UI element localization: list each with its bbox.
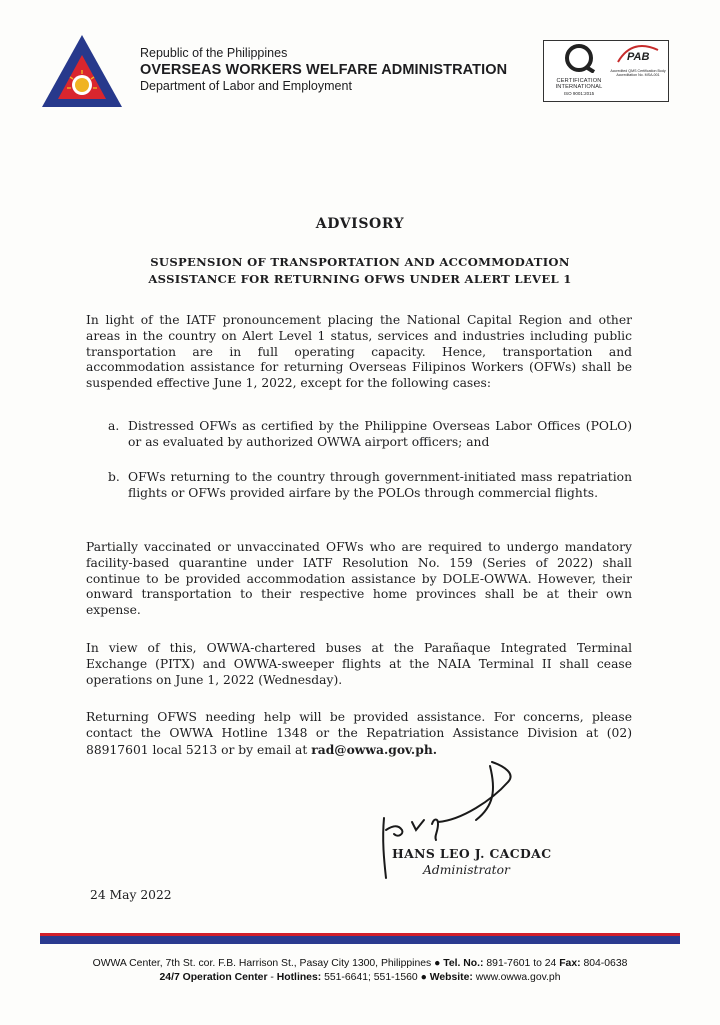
list-item-text: Distressed OFWs as certified by the Philippine Overseas Labor Offices (POLO) or as evaluated by authorized OWWA airport officers; and [128,419,632,449]
footer-tel-label: Tel. No.: [443,958,484,969]
contact-text: Returning OFWS needing help will be provided assistance. For concerns, please contact the OWWA Hotline 1348 or the Repatriation Assistance Division at (02) 88917601 local 5213 or by email at [86,710,632,757]
agency-name: OVERSEAS WORKERS WELFARE ADMINISTRATION [140,62,508,78]
quarantine-paragraph: Partially vaccinated or unvaccinated OFWs who are required to undergo mandatory facility-based quarantine under IATF Resolution No. 159 (Series of 2022) shall continue to be provided accommodation assistance by DOLE-OWWA. However, their onward transportation to their respective home provinces shall be at their own expense. [86,540,632,618]
list-marker: b. [108,470,120,484]
bullet-icon: ● [420,972,427,983]
republic-label: Republic of the Philippines [140,46,288,60]
footer-tel: 891-7601 to 24 [486,958,557,969]
document-date: 24 May 2022 [90,888,172,902]
advisory-subtitle [100,254,620,288]
owwa-logo [40,33,124,109]
footer-hotlines-label: Hotlines: [276,972,322,983]
footer-address-line [0,958,720,969]
signatory-name: HANS LEO J. CACDAC [392,846,552,861]
footer-ops-label: 24/7 Operation Center [159,972,268,983]
list-item-text: OFWs returning to the country through government-initiated mass repatriation flights or OFWs provided airfare by the POLOs through commercial flights. [128,470,632,500]
pab-mark-icon [614,44,662,64]
list-item [108,470,632,502]
operations-paragraph: In view of this, OWWA-chartered buses at the Parañaque Integrated Terminal Exchange (PITX) and OWWA-sweeper flights at the NAIA Terminal II shall cease operations on June 1, 2022 (Wednesday). [86,641,632,687]
pab-logo [610,44,666,77]
list-item [108,419,632,451]
footer-blue-stripe [40,936,680,944]
footer-fax-label: Fax: [559,958,581,969]
certification-ring-icon [559,43,599,73]
department-label: Department of Labor and Employment [140,79,352,93]
iso-certification-logo [548,43,610,96]
subtitle-line-2: ASSISTANCE FOR RETURNING OFWS UNDER ALERT LEVEL 1 [148,272,572,286]
certification-line1: CERTIFICATION [556,78,602,84]
pab-accreditation-note: Accredited QMS Certification Body Accreditation No. MSA-001 [610,69,666,78]
footer-address: OWWA Center, 7th St. cor. F.B. Harrison St., Pasay City 1300, Philippines [92,958,432,969]
page-title: ADVISORY [315,216,405,232]
bullet-icon: ● [434,958,441,969]
footer-website[interactable]: www.owwa.gov.ph [475,972,561,983]
agency-header [140,46,507,93]
footer-website-label: Website: [429,972,473,983]
iso-number: ISO 9001:2015 [563,91,595,97]
contact-paragraph [86,710,632,758]
signature [372,760,552,900]
certification-line2: INTERNATIONAL [555,84,603,91]
subtitle-line-1: SUSPENSION OF TRANSPORTATION AND ACCOMMODATION [150,255,570,269]
list-marker: a. [108,419,120,433]
footer-contact-line: 24/7 Operation Center - Hotlines: 551-6641; 551-1560 ● Website: www.owwa.gov.ph [159,972,561,983]
signatory-title: Administrator [423,863,510,877]
certification-badge [543,40,669,102]
pab-logo-text: PAB [627,51,650,63]
footer-fax: 804-0638 [583,958,628,969]
intro-paragraph: In light of the IATF pronouncement placing the National Capital Region and other areas in the country on Alert Level 1 status, services and industries including public transportation are in full operating capacity. Hence, transportation and accommodation assistance for returning Overseas Filipinos Workers (OFWs) shall be suspended effective June 1, 2022, except for the following cases: [86,313,632,391]
footer-color-bar [40,933,680,944]
contact-email[interactable]: rad@owwa.gov.ph. [311,741,438,757]
footer-hotlines: 551-6641; 551-1560 [324,972,418,983]
